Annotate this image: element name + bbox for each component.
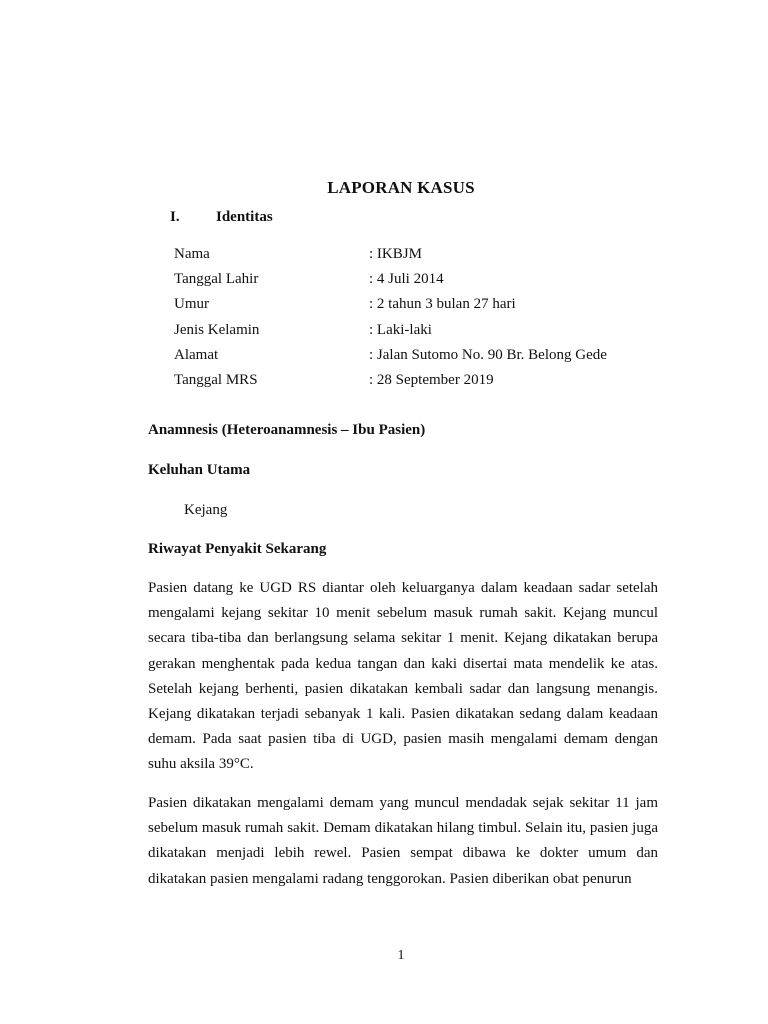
identity-value: : 2 tahun 3 bulan 27 hari bbox=[369, 296, 516, 313]
paragraph-riwayat-1: Pasien datang ke UGD RS diantar oleh keluarganya dalam keadaan sadar setelah mengalami kejang sekitar 10 menit sebelum masuk rumah sakit. Kejang muncul secara tiba-tiba dan berlangsung selama sekitar 1 menit. Kejang dikatakan berupa gerakan menghentak pada kedua tangan dan kaki disertai mata mendelik ke atas. Setelah kejang berhenti, pasien dikatakan kembali sadar dan langsung menangis. Kejang dikatakan terjadi sebanyak 1 kali. Pasien dikatakan sedang dalam keadaan demam. Pada saat pasien tiba di UGD, pasien masih mengalami demam dengan suhu aksila 39°C. bbox=[148, 580, 658, 773]
identity-row-umur bbox=[174, 293, 674, 318]
identity-row-nama bbox=[174, 243, 674, 268]
identity-value: : IKBJM bbox=[369, 246, 422, 262]
identity-label: Umur bbox=[174, 296, 209, 313]
identity-value: : 28 September 2019 bbox=[369, 371, 494, 388]
identity-value: : Laki-laki bbox=[369, 321, 432, 338]
identity-row-jenis-kelamin bbox=[174, 319, 674, 344]
identity-label: Alamat bbox=[174, 346, 219, 363]
identity-value: : Jalan Sutomo No. 90 Br. Belong Gede bbox=[369, 346, 607, 363]
identity-row-tanggal-lahir bbox=[174, 268, 674, 293]
identity-label: Tanggal Lahir bbox=[174, 271, 259, 288]
riwayat-penyakit-heading: Riwayat Penyakit Sekarang bbox=[148, 541, 327, 557]
identity-value: : 4 Juli 2014 bbox=[369, 271, 444, 288]
section-number: I. bbox=[170, 209, 180, 225]
identity-label: Jenis Kelamin bbox=[174, 321, 260, 338]
keluhan-utama-heading: Keluhan Utama bbox=[148, 462, 251, 478]
identity-table bbox=[174, 243, 674, 394]
page-number: 1 bbox=[397, 948, 405, 963]
identity-row-tanggal-mrs bbox=[174, 369, 674, 394]
document-title: LAPORAN KASUS bbox=[327, 178, 475, 197]
anamnesis-heading: Anamnesis (Heteroanamnesis – Ibu Pasien) bbox=[148, 422, 426, 438]
section-heading-identitas: Identitas bbox=[216, 209, 273, 225]
keluhan-utama-text: Kejang bbox=[184, 502, 228, 518]
identity-row-alamat bbox=[174, 344, 674, 369]
identity-label: Tanggal MRS bbox=[174, 371, 258, 388]
identity-label: Nama bbox=[174, 246, 210, 262]
paragraph-riwayat-2: Pasien dikatakan mengalami demam yang muncul mendadak sejak sekitar 11 jam sebelum masuk rumah sakit. Demam dikatakan hilang timbul. Selain itu, pasien juga dikatakan menjadi lebih rewel. Pasien sempat dibawa ke dokter umum dan dikatakan pasien mengalami radang tenggorokan. Pasien diberikan obat penurun bbox=[148, 795, 658, 887]
